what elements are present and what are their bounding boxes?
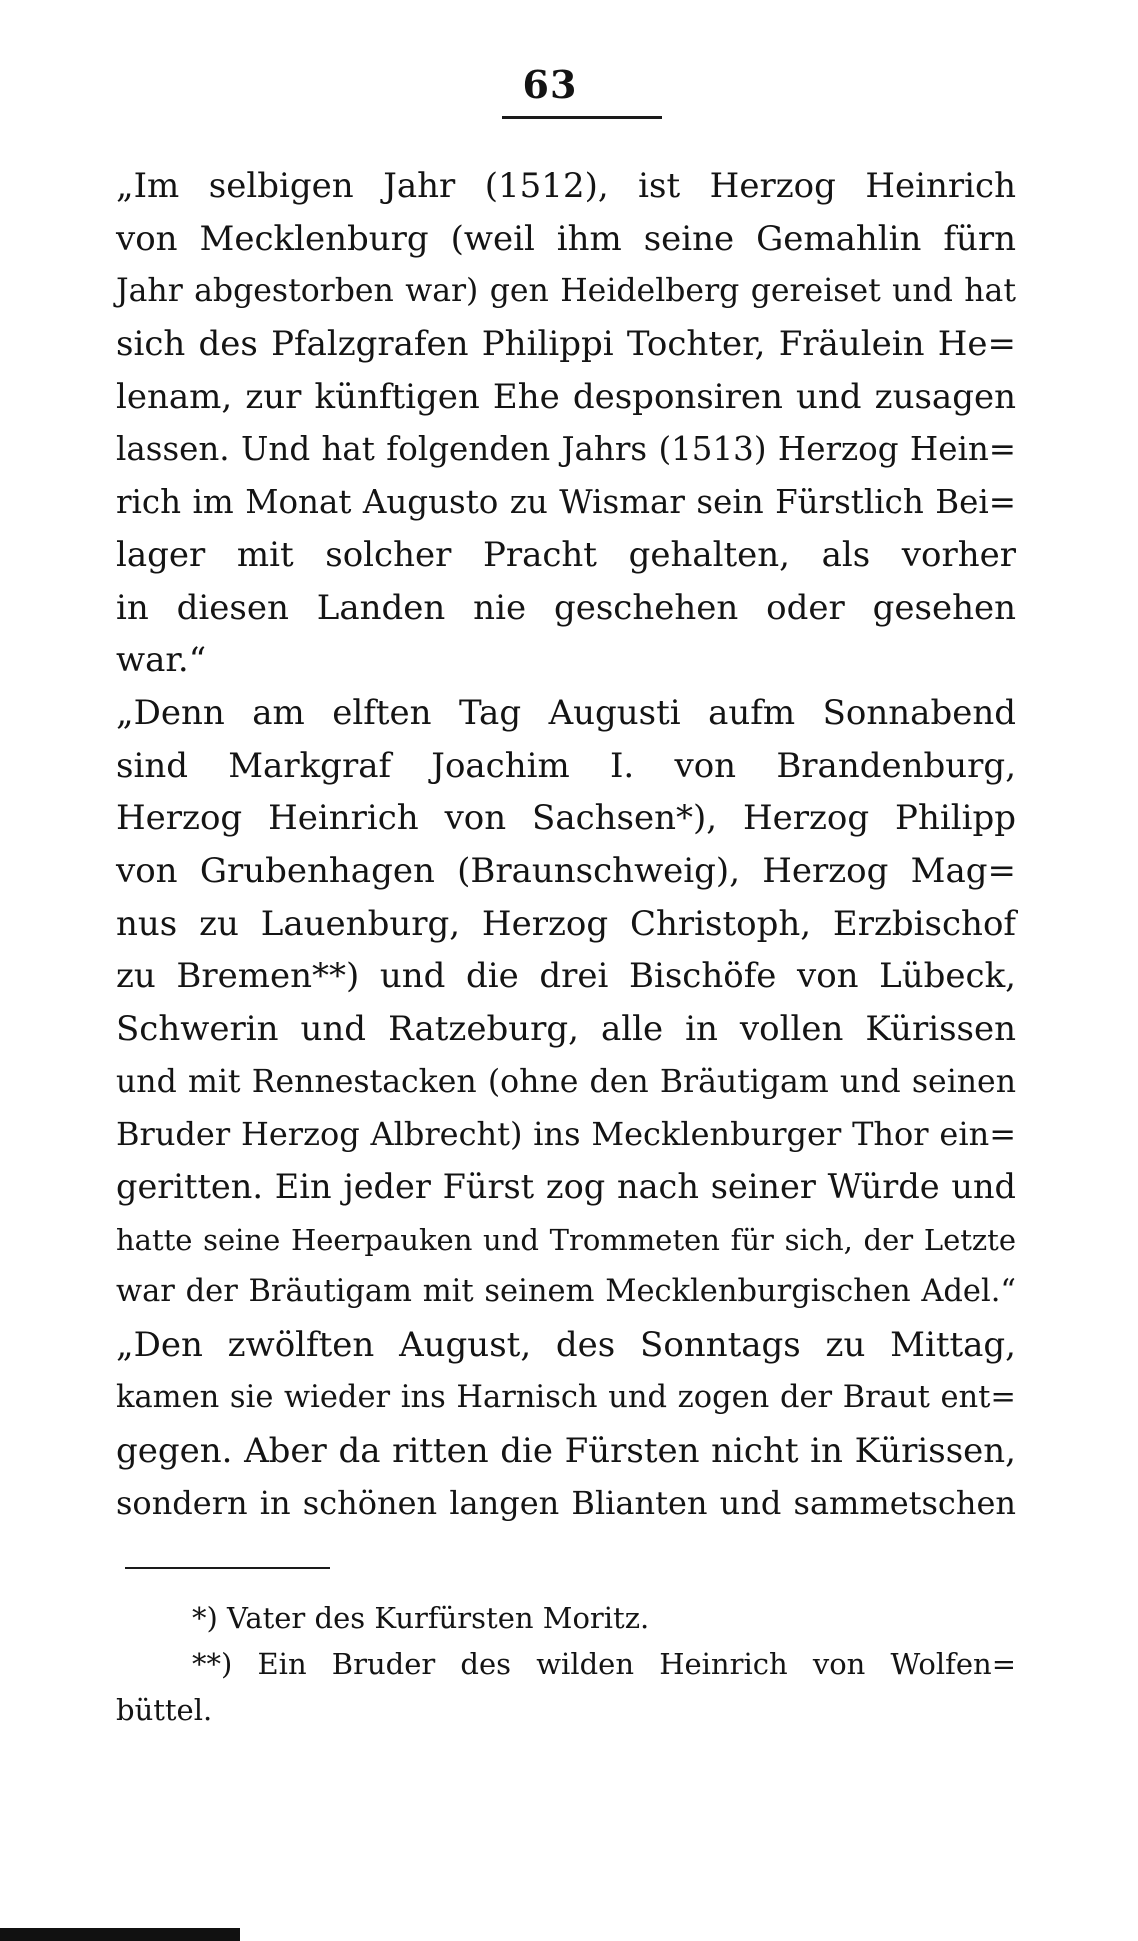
text-line: nus zu Lauenburg, Herzog Christoph, Erzbischof: [116, 903, 1016, 944]
text-line: lenam, zur künftigen Ehe desponsiren und zusagen: [116, 376, 1016, 417]
text-line: Jahr abgestorben war) gen Heidelberg gereiset und hat: [116, 273, 1016, 310]
page-number-rule: [502, 116, 662, 119]
text-line: und mit Rennestacken (ohne den Bräutigam und seinen: [116, 1063, 1016, 1100]
text-line: lassen. Und hat folgenden Jahrs (1513) Herzog Hein=: [116, 430, 1016, 469]
footnote-2-continuation: büttel.: [116, 1693, 213, 1727]
text-line: war der Bräutigam mit seinem Mecklenburgischen Adel.“: [116, 1274, 1016, 1310]
text-line: kamen sie wieder ins Harnisch und zogen der Braut ent=: [116, 1379, 1016, 1415]
text-line: war.“: [116, 640, 207, 681]
text-line: von Grubenhagen (Braunschweig), Herzog Mag=: [116, 850, 1016, 891]
text-line: sind Markgraf Joachim I. von Brandenburg,: [116, 745, 1016, 786]
footnote-separator: [125, 1567, 330, 1569]
scan-edge-shadow: [0, 1928, 240, 1941]
text-line: „Den zwölften August, des Sonntags zu Mittag,: [116, 1325, 1016, 1366]
text-line: gegen. Aber da ritten die Fürsten nicht in Kürissen,: [116, 1430, 1016, 1471]
text-line: von Mecklenburg (weil ihm seine Gemahlin fürn: [116, 218, 1016, 259]
footnote-2: **) Ein Bruder des wilden Heinrich von Wolfen=: [192, 1647, 1016, 1681]
body-text: [116, 160, 1016, 1530]
text-line: „Denn am elften Tag Augusti aufm Sonnabend: [116, 692, 1016, 733]
footnote-1: *) Vater des Kurfürsten Moritz.: [192, 1601, 650, 1635]
page-number: 63: [522, 62, 578, 107]
text-line: in diesen Landen nie geschehen oder gesehen: [116, 587, 1016, 628]
text-line: hatte seine Heerpauken und Trommeten für sich, der Letzte: [116, 1222, 1016, 1257]
text-line: Schwerin und Ratzeburg, alle in vollen Kürissen: [116, 1009, 1016, 1049]
text-line: lager mit solcher Pracht gehalten, als vorher: [116, 534, 1016, 575]
footnotes: [116, 1595, 1016, 1733]
text-line: rich im Monat Augusto zu Wismar sein Fürstlich Bei=: [116, 483, 1016, 522]
text-line: sondern in schönen langen Blianten und sammetschen: [116, 1484, 1016, 1523]
text-line: Herzog Heinrich von Sachsen*), Herzog Philipp: [116, 798, 1016, 839]
text-line: sich des Pfalzgrafen Philippi Tochter, Fräulein He=: [116, 324, 1016, 365]
text-line: zu Bremen**) und die drei Bischöfe von Lübeck,: [116, 956, 1016, 997]
text-line: „Im selbigen Jahr (1512), ist Herzog Heinrich: [116, 166, 1016, 206]
text-line: Bruder Herzog Albrecht) ins Mecklenburger Thor ein=: [116, 1115, 1016, 1154]
text-line: geritten. Ein jeder Fürst zog nach seiner Würde und: [116, 1167, 1016, 1207]
